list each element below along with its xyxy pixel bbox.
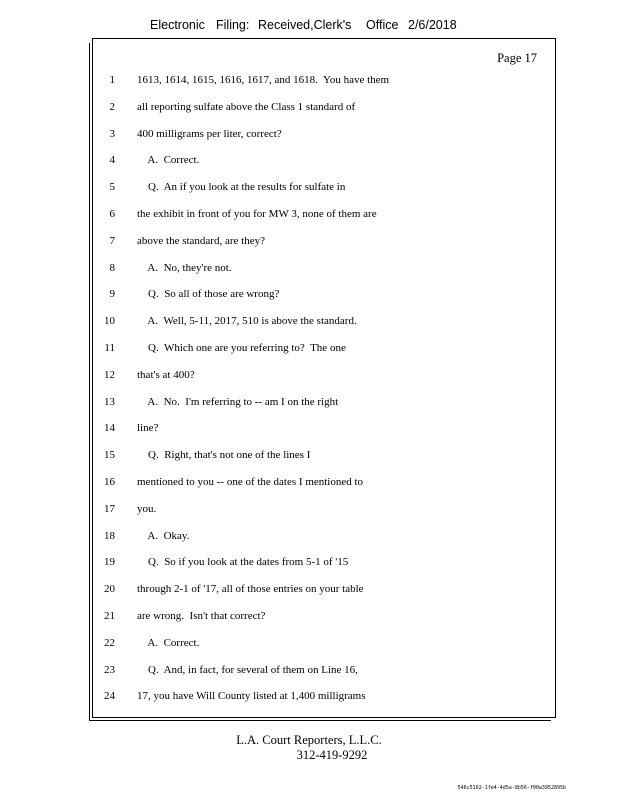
- transcript-line: [93, 101, 553, 119]
- line-text: Q. So all of those are wrong?: [137, 288, 280, 301]
- transcript-line: [93, 396, 553, 414]
- transcript-line: [93, 556, 553, 574]
- line-number: 6: [109, 208, 115, 220]
- line-number: 21: [104, 610, 115, 622]
- transcript-line: [93, 288, 553, 306]
- line-number: 1: [109, 74, 115, 86]
- line-number: 13: [104, 395, 115, 408]
- line-number: 24: [104, 690, 115, 703]
- document-hash: 546c5102-1fe4-4d5a-8b56-f00a3952895b: [457, 785, 566, 791]
- line-text: A. Well, 5-11, 2017, 510 is above the standard.: [137, 315, 357, 328]
- line-text: Q. Which one are you referring to? The one: [137, 342, 346, 354]
- page-number: Page 17: [497, 51, 537, 65]
- transcript-line: [93, 208, 553, 226]
- transcript-line: [93, 74, 553, 92]
- line-text: A. Correct.: [137, 636, 200, 649]
- line-text: Q. An if you look at the results for sulfate in: [137, 181, 346, 194]
- line-number: 12: [104, 368, 115, 381]
- transcript-line: [93, 369, 553, 387]
- transcript-line: [93, 610, 553, 628]
- line-text: are wrong. Isn't that correct?: [137, 610, 266, 622]
- line-number: 4: [109, 154, 115, 167]
- line-text: all reporting sulfate above the Class 1 standard of: [137, 100, 356, 113]
- header-word-date: 2/6/2018: [408, 18, 457, 32]
- line-number: 9: [109, 288, 115, 301]
- transcript-line: [93, 128, 553, 146]
- court-reporter-name: L.A. Court Reporters, L.L.C.: [236, 733, 382, 747]
- filing-header: [0, 18, 618, 38]
- line-text: that's at 400?: [137, 368, 195, 381]
- line-number: 14: [104, 422, 115, 435]
- line-text: 1613, 1614, 1615, 1616, 1617, and 1618. You have them: [137, 74, 390, 86]
- line-text: Q. And, in fact, for several of them on Line 16,: [137, 663, 358, 676]
- transcript-line: [93, 583, 553, 601]
- line-number: 2: [109, 100, 115, 113]
- line-number: 19: [104, 556, 115, 569]
- transcript-line: [93, 690, 553, 708]
- line-text: the exhibit in front of you for MW 3, none of them are: [137, 208, 377, 220]
- transcript-line: [93, 637, 553, 655]
- line-text: 17, you have Will County listed at 1,400 milligrams: [137, 690, 366, 703]
- line-number: 15: [104, 449, 115, 462]
- line-text: Q. Right, that's not one of the lines I: [137, 449, 311, 462]
- line-text: you.: [137, 502, 157, 515]
- court-reporter-phone: 312-419-9292: [296, 748, 368, 762]
- transcript-line: [93, 342, 553, 360]
- header-word-received-clerks: Received,Clerk's: [258, 18, 352, 32]
- line-text: A. Okay.: [137, 529, 190, 542]
- line-text: Q. So if you look at the dates from 5-1 of '15: [137, 556, 349, 569]
- line-text: 400 milligrams per liter, correct?: [137, 127, 282, 140]
- transcript-line: [93, 315, 553, 333]
- header-word-filing: Filing:: [216, 18, 250, 32]
- header-word-electronic: Electronic: [150, 18, 205, 32]
- line-number: 18: [104, 529, 115, 542]
- line-number: 3: [109, 127, 115, 140]
- transcript-line: [93, 664, 553, 682]
- transcript-line: [93, 449, 553, 467]
- line-number: 20: [104, 583, 115, 596]
- line-number: 17: [104, 502, 115, 515]
- header-word-office: Office: [366, 18, 399, 32]
- line-text: above the standard, are they?: [137, 234, 265, 247]
- line-number: 11: [104, 342, 115, 354]
- line-number: 8: [109, 261, 115, 274]
- transcript-line: [93, 262, 553, 280]
- transcript-line: [93, 476, 553, 494]
- line-number: 23: [104, 663, 115, 676]
- line-number: 22: [104, 636, 115, 649]
- transcript-line: [93, 530, 553, 548]
- transcript-line: [93, 503, 553, 521]
- line-number: 10: [104, 315, 115, 328]
- line-number: 16: [104, 476, 115, 488]
- transcript-line: [93, 422, 553, 440]
- line-number: 5: [109, 181, 115, 194]
- line-text: A. Correct.: [137, 154, 200, 167]
- line-text: A. No. I'm referring to -- am I on the right: [137, 395, 339, 408]
- transcript-line: [93, 154, 553, 172]
- footer: [0, 733, 618, 763]
- line-text: mentioned to you -- one of the dates I mentioned to: [137, 476, 364, 488]
- line-text: A. No, they're not.: [137, 261, 232, 274]
- transcript-page: [92, 38, 556, 718]
- transcript-line: [93, 181, 553, 199]
- line-number: 7: [109, 234, 115, 247]
- line-text: through 2-1 of '17, all of those entries on your table: [137, 583, 364, 596]
- transcript-line: [93, 235, 553, 253]
- line-text: line?: [137, 422, 159, 435]
